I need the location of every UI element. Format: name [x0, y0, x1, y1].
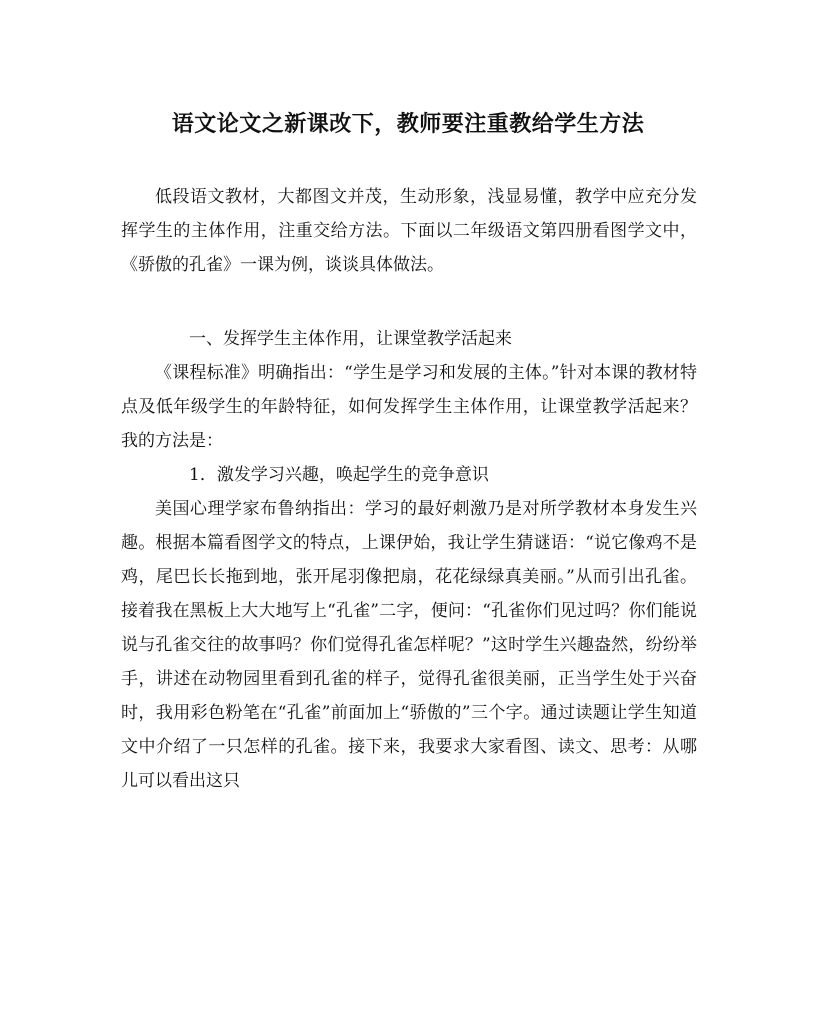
document-title: 语文论文之新课改下，教师要注重教给学生方法	[171, 111, 645, 137]
subsection-paragraph: 美国心理学家布鲁纳指出：学习的最好刺激乃是对所学教材本身发生兴趣。根据本篇看图学文的特点，上课伊始，我让学生猜谜语：“说它像鸡不是鸡，尾巴长长拖到地，张开尾羽像把扇，花花绿绿真美丽。”从而引出孔雀。接着我在黑板上大大地写上“孔雀”二字，便问：“孔雀你们见过吗？你们能说说与孔雀交往的故事吗？你们觉得孔雀怎样呢？”这时学生兴趣盎然，纷纷举手，讲述在动物园里看到孔雀的样子，觉得孔雀很美丽，正当学生处于兴奋时，我用彩色粉笔在“孔雀”前面加上“骄傲的”三个字。通过读题让学生知道文中介绍了一只怎样的孔雀。接下来，我要求大家看图、读文、思考：从哪儿可以看出这只	[121, 499, 697, 791]
intro-paragraph: 低段语文教材，大都图文并茂，生动形象，浅显易懂，教学中应充分发挥学生的主体作用，注重交给方法。下面以二年级语文第四册看图学文中，《骄傲的孔雀》一课为例，谈谈具体做法。	[121, 187, 697, 275]
subsection-heading: 1．激发学习兴趣，唤起学生的竞争意识	[189, 465, 489, 485]
document-body	[121, 180, 697, 798]
section-heading: 一、发挥学生主体作用，让课堂教学活起来	[189, 329, 512, 349]
section-paragraph: 《课程标准》明确指出：“学生是学习和发展的主体。”针对本课的教材特点及低年级学生的年龄特征，如何发挥学生主体作用，让课堂教学活起来？我的方法是：	[121, 363, 697, 451]
paragraph-gap	[121, 282, 697, 322]
